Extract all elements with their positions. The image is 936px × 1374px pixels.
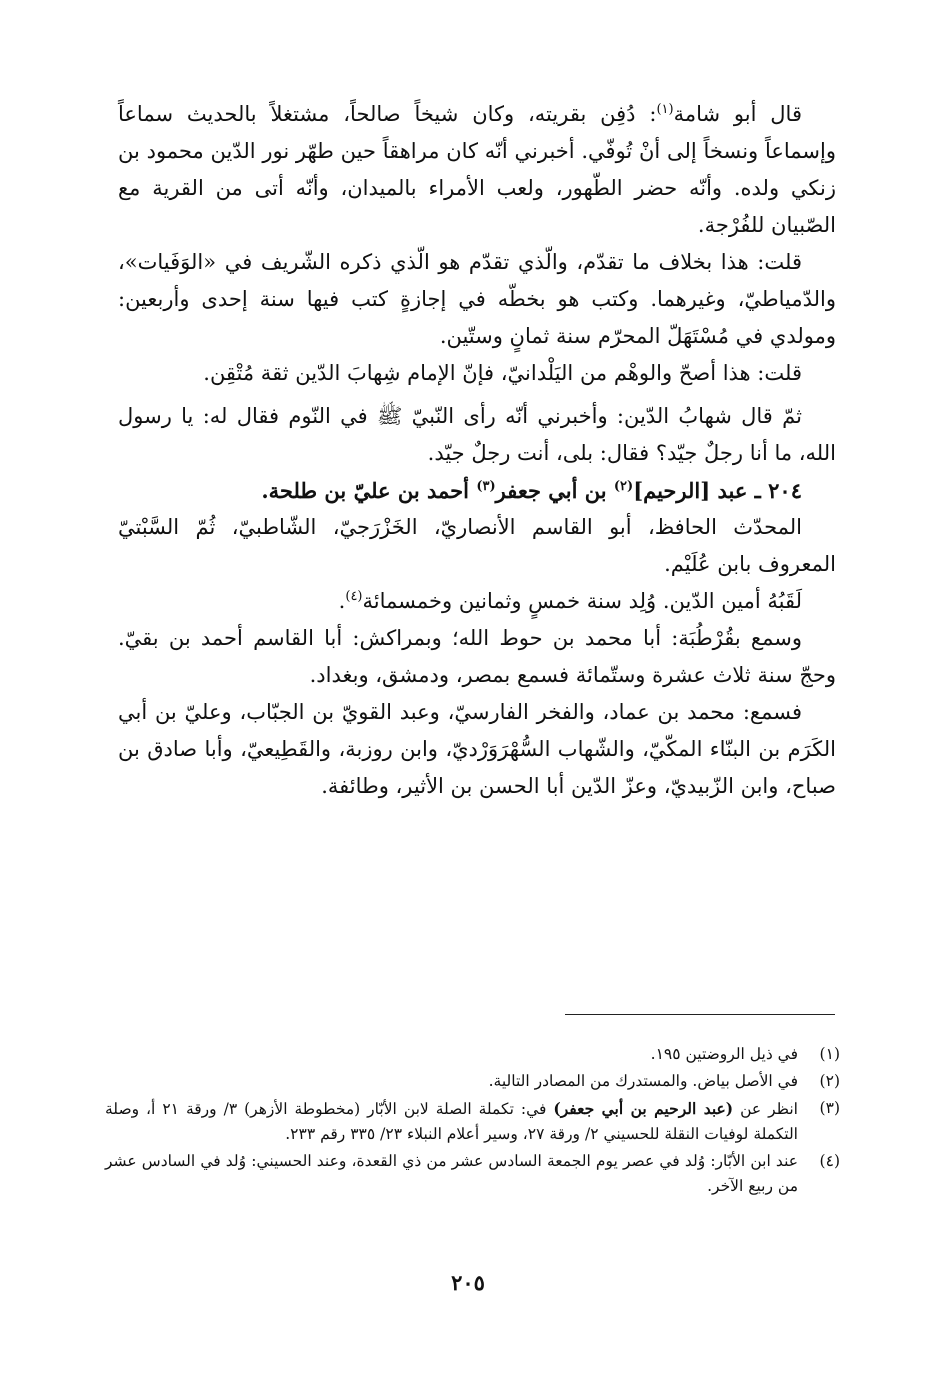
footnote-text: في ذيل الروضتين ١٩٥.	[650, 1045, 798, 1063]
paragraph-nisba: المحدّث الحافظ، أبو القاسم الأنصاريّ، الخَزْرَجيّ، الشّاطبيّ، ثُمّ السَّبْتيّ المعروف بابن عُلَيْم.	[118, 515, 836, 576]
footnote-text	[105, 1096, 798, 1147]
footnote-number: (٣)	[819, 1099, 840, 1117]
paragraph-note-2: قلت: هذا أصحّ والوهْم من اليَلْدانيّ، فإنّ الإمام شِهابَ الدّين ثقة مُتْقِن.	[203, 361, 802, 385]
footnote-3	[105, 1096, 840, 1147]
footnote-1	[105, 1042, 840, 1067]
paragraph-birth	[118, 583, 836, 620]
footnote-bold-title: (عبد الرحيم بن أبي جعفر)	[553, 1099, 734, 1118]
paragraph-text: قال أبو شامة	[673, 102, 802, 126]
paragraph-studies: وسمع بقُرْطُبَة: أبا محمد بن حوط الله؛ وبمراكش: أبا القاسم أحمد بن بقيّ. وحجّ سنة ثلاث عشرة وستّمائة فسمع بمصر، ودمشق، وبغداد.	[118, 626, 836, 687]
footnote-ref-3[interactable]: (٣)	[476, 479, 496, 494]
entry-heading-text: ٢٠٤ ـ عبد [الرحيم]	[633, 478, 802, 503]
footnote-text: في الأصل بياض. والمستدرك من المصادر التالية.	[488, 1072, 798, 1090]
footnote-2	[105, 1069, 840, 1094]
paragraph-note-1: قلت: هذا بخلاف ما تقدّم، والّذي تقدّم هو الّذي ذكره الشّريف في «الوَفَيات»، والدّمياطيّ، وغيرهما. وكتب هو بخطّه في إجازةٍ كتب فيها سنة إحدى وأربعين: ومولدي في مُسْتَهَلّ المحرّم سنة ثمانٍ وستّين.	[118, 250, 836, 348]
footnote-text: عند ابن الأبّار: وُلد في عصر يوم الجمعة السادس عشر من ذي القعدة، وعند الحسيني: وُلد في السادس عشر من ربيع الآخر.	[105, 1152, 798, 1195]
footnotes	[105, 1042, 840, 1201]
footnote-number: (٤)	[819, 1152, 840, 1170]
main-text	[118, 96, 836, 805]
footnote-number: (١)	[819, 1045, 840, 1063]
paragraph-text: : دُفِن بقريته، وكان شيخاً صالحاً، مشتغلاً بالحديث سماعاً وإسماعاً ونسخاً إلى أنْ تُوفّي. أخبرني أنّه كان مراهقاً حين طهّر نور الدّين محمود بن زنكي ولده. وأنّه حضر الطّهور، ولعب الأمراء بالميدان، وأنّه أتى من القرية مع الصّبيان للفُرْجة.	[118, 102, 836, 237]
footnote-ref-4[interactable]: (٤)	[345, 589, 363, 604]
paragraph-dream: ثمّ قال شهابُ الدّين: وأخبرني أنّه رأى النّبيّ ﷺ في النّوم فقال له: يا رسول الله، ما أنا رجلٌ جيّد؟ فقال: بلى، أنت رجلٌ جيّد.	[118, 404, 836, 465]
paragraph-text: لَقَبُهُ أمين الدّين. وُلِد سنة خمسٍ وثمانين وخمسمائة	[362, 589, 802, 613]
entry-heading-text: بن أبي جعفر	[495, 478, 614, 503]
entry-heading-text: أحمد بن عليّ بن طلحة.	[261, 478, 477, 503]
footnote-ref-2[interactable]: (٢)	[613, 479, 634, 494]
footnote-separator	[565, 1014, 835, 1015]
footnote-number: (٢)	[819, 1072, 840, 1090]
footnote-text-part: في: تكملة الصلة لابن الأبّار (مخطوطة الأزهر) ٣/ ورقة ٢١ أ، وصلة التكملة لوفيات النقلة للحسيني ٢/ ورقة ٢٧، وسير أعلام النبلاء ٢٣/ ٣٣٥ رقم ٢٣٣.	[105, 1100, 798, 1143]
paragraph-teachers: فسمع: محمد بن عماد، والفخر الفارسيّ، وعبد القويّ بن الجبّاب، وعليّ بن أبي الكَرَم بن البنّاء المكّيّ، والشّهاب السُّهْرَوَرْديّ، وابن روزبة، والقَطِيعيّ، وأبا صادق بن صباح، وابن الزّبيديّ، وعزّ الدّين أبا الحسن بن الأثير، وطائفة.	[118, 700, 836, 798]
paragraph-abu-shama	[118, 96, 836, 244]
entry-heading	[118, 472, 836, 509]
paragraph-text: .	[338, 589, 346, 613]
footnote-ref-1[interactable]: (١)	[656, 102, 674, 117]
footnote-text-part: انظر عن	[733, 1100, 798, 1118]
footnote-4	[105, 1149, 840, 1199]
page-number: ٢٠٥	[451, 1270, 485, 1295]
